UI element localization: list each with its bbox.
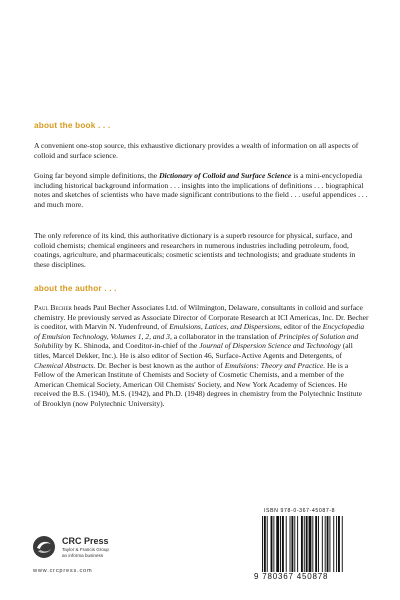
- about-book-paragraph-2: [34, 171, 370, 209]
- barcode-bar: [273, 516, 274, 572]
- paragraph-text: (all titles, Marcel Dekker, Inc.). He is also editor of Section 46, Surface-Active Agents and Detergents, of: [34, 341, 353, 360]
- barcode-bar: [290, 516, 291, 572]
- barcode-bar: [318, 516, 319, 572]
- paragraph-text: is a mini-encyclopedia including historical background information . . . insights into the implications of definitions . . . biographical notes and sketches of scientists who have made significant contributions to the field . . . useful appendices . . . and much more.: [34, 171, 368, 209]
- barcode-bar: [309, 516, 312, 572]
- barcode-bar: [291, 516, 293, 572]
- about-author-heading: about the author . . .: [34, 284, 117, 293]
- book-title: Emulsions, Latices, and Dispersions: [169, 322, 280, 332]
- barcode-bar: [336, 516, 337, 572]
- barcode-bar: [304, 516, 305, 572]
- paragraph-text: He is a Fellow of the American Institute of Chemists and Society of Cosmetic Chemists, and a member of the American Chemical Society, American Oil Chemists' Society, and New York Academy of Sciences. He received the B.S. (1940), M.S. (1942), and Ph.D. (1948) degrees in chemistry from the Polytechnic Institute of Brooklyn (now Polytechnic University).: [34, 360, 362, 408]
- barcode-bar: [301, 516, 303, 572]
- barcode-bar: [286, 516, 287, 572]
- barcode-bar: [276, 516, 279, 572]
- isbn-barcode: [252, 508, 368, 586]
- barcode-bar: [325, 516, 326, 572]
- publication-title: Chemical Abstracts.: [34, 360, 96, 370]
- crc-swirl-logo-icon: [32, 535, 56, 559]
- barcode-bar: [333, 516, 334, 572]
- author-name: Paul Becher: [34, 303, 72, 312]
- tagline-line-1: Taylor & Francis Group: [62, 547, 109, 552]
- paragraph-text: by K. Shinoda, and Coeditor-in-chief of the: [63, 341, 200, 351]
- paragraph-text: , editor of the: [279, 322, 323, 332]
- barcode-bar: [267, 516, 268, 572]
- about-author-paragraph: [34, 303, 370, 409]
- paragraph-text: Going far beyond simple definitions, the: [34, 171, 160, 180]
- barcode-digits: 9 780367 450878: [254, 572, 329, 581]
- paragraph-text: Dr. Becher is best known as the author of: [95, 360, 225, 370]
- book-title: Emulsions: Theory and Practice.: [224, 360, 326, 370]
- publisher-tagline: [62, 547, 109, 558]
- barcode-bar: [312, 516, 313, 572]
- paragraph-text: , a collaborator in the translation of: [169, 331, 279, 341]
- barcode-bar: [271, 516, 273, 572]
- barcode-bar: [315, 516, 317, 572]
- journal-title: Journal of Dispersion Science and Technology: [199, 341, 341, 351]
- barcode-bar: [294, 516, 295, 572]
- book-title: Encyclopedia of Emulsion Technology, Volumes 1, 2, and 3: [34, 322, 365, 341]
- publisher-name: CRC Press: [62, 536, 109, 546]
- barcode-bar: [329, 516, 330, 572]
- book-title: Dictionary of Colloid and Surface Science: [159, 171, 292, 180]
- barcode-bar: [338, 516, 340, 572]
- about-book-paragraph-3: The only reference of its kind, this authoritative dictionary is a superb resource for physical, surface, and colloid chemists; chemical engineers and researchers in numerous industries including petroleum, food, coatings, agriculture, and pharmaceuticals; cosmetic scientists and technologists; and graduate students in these disciplines.: [34, 231, 356, 269]
- barcode-bar: [264, 516, 266, 572]
- publisher-website: www.crcpress.com: [33, 568, 93, 574]
- barcode-bar: [342, 516, 343, 572]
- paragraph-text: heads Paul Becher Associates Ltd. of Wilmington, Delaware, consultants in colloid and surface chemistry. He previously served as Associate Director of Corporate Research at ICI Americas, Inc. Dr. Becher is coeditor, with Marvin N. Yudenfreund, of: [34, 303, 369, 332]
- about-book-paragraph-1: A convenient one-stop source, this exhaustive dictionary provides a wealth of information on all aspects of colloid and surface science.: [34, 141, 359, 160]
- barcode-bar: [262, 516, 263, 572]
- barcode-bar: [297, 516, 298, 572]
- barcode-bar: [282, 516, 284, 572]
- book-title: Principles of Solution and Solubility: [34, 331, 359, 351]
- tagline-line-2: an informa business: [62, 552, 104, 558]
- barcode-bar: [322, 516, 323, 572]
- barcode-bar: [280, 516, 281, 572]
- barcode-bar: [327, 516, 329, 572]
- about-book-heading: about the book . . .: [34, 121, 111, 130]
- barcode-bars: [262, 516, 366, 572]
- barcode-bar: [306, 516, 308, 572]
- isbn-label: ISBN 978-0-367-45087-8: [264, 508, 336, 514]
